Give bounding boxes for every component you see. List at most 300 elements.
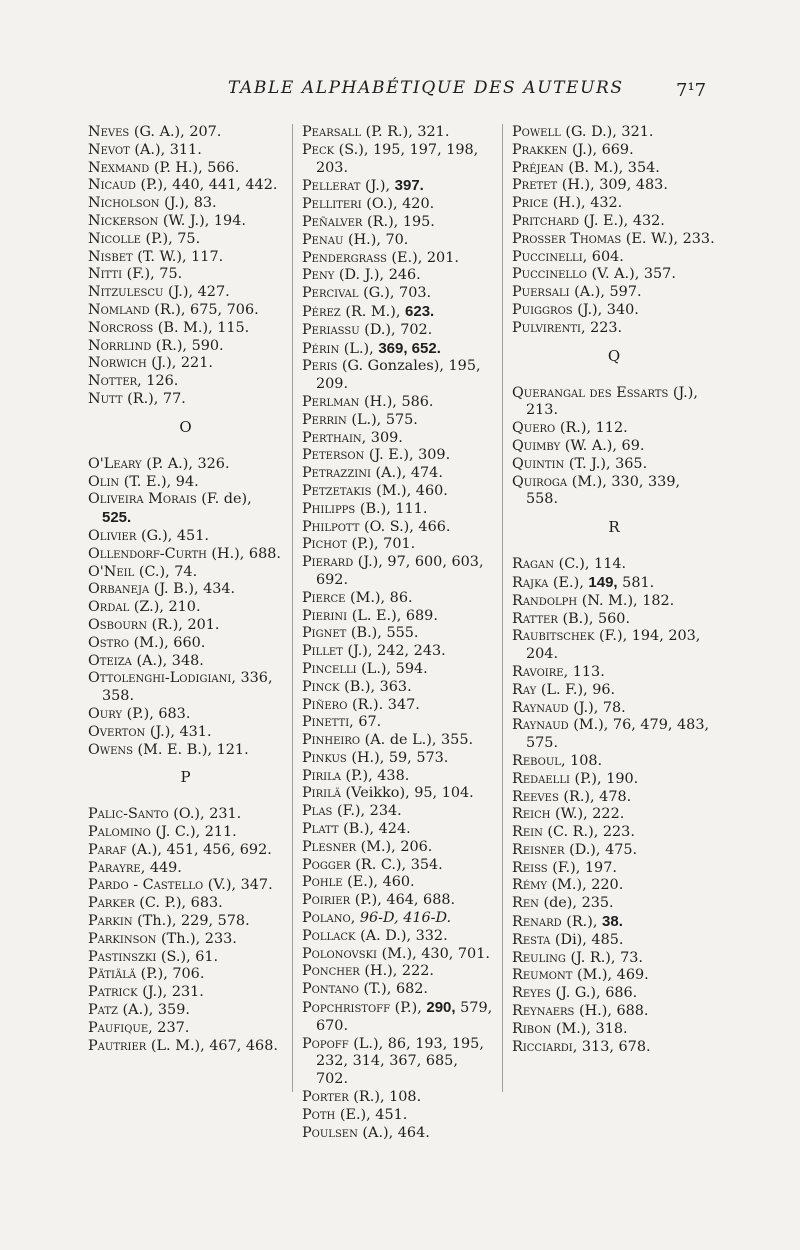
index-entry bbox=[512, 320, 716, 338]
index-column-2 bbox=[302, 124, 494, 1142]
index-entry bbox=[512, 682, 716, 700]
author-name: Pogger bbox=[302, 856, 351, 873]
entry-detail: (J. C.), 211. bbox=[150, 824, 237, 841]
author-name: Perrin bbox=[302, 411, 347, 428]
entry-detail: (P.), bbox=[390, 1000, 427, 1017]
italic-page-ref: 96-D, 416-D. bbox=[359, 910, 452, 927]
entry-detail: (J. E.), 309. bbox=[364, 447, 451, 464]
author-name: Overton bbox=[88, 723, 146, 740]
author-name: Pearsall bbox=[302, 124, 362, 140]
entry-detail: (D.), 702. bbox=[359, 321, 433, 338]
index-entry bbox=[302, 285, 494, 303]
index-entry bbox=[512, 611, 716, 629]
index-entry bbox=[512, 124, 716, 142]
author-name: Quiroga bbox=[512, 473, 568, 490]
entry-detail: (J.), 669. bbox=[567, 141, 634, 158]
entry-detail: (R.), 108. bbox=[348, 1089, 422, 1106]
entry-detail: (B.), 111. bbox=[355, 500, 428, 517]
author-name: Paufique bbox=[88, 1019, 149, 1036]
index-entry bbox=[302, 1036, 494, 1089]
entry-detail: (R.), 478. bbox=[558, 788, 632, 805]
entry-detail: , bbox=[350, 910, 360, 927]
index-entry bbox=[302, 142, 494, 178]
column-divider bbox=[292, 124, 293, 1092]
index-entry bbox=[302, 590, 494, 608]
entry-detail: (B.), 363. bbox=[339, 678, 412, 695]
index-entry bbox=[302, 928, 494, 946]
entry-detail: (P. A.), 326. bbox=[141, 455, 230, 472]
entry-detail: , 449. bbox=[140, 859, 182, 876]
entry-detail: (C.), 74. bbox=[134, 563, 198, 580]
author-name: Peny bbox=[302, 267, 335, 284]
author-name: Polonovski bbox=[302, 945, 377, 962]
index-entry bbox=[88, 824, 283, 842]
index-entry bbox=[88, 949, 283, 967]
index-entry bbox=[88, 806, 283, 824]
author-name: Pelliteri bbox=[302, 196, 362, 213]
entry-detail: (J.), 242, 243. bbox=[342, 643, 446, 660]
author-name: Popoff bbox=[302, 1035, 349, 1052]
author-name: Nitti bbox=[88, 266, 123, 283]
author-name: Pardo - Castello bbox=[88, 877, 204, 894]
author-name: Peterson bbox=[302, 447, 365, 464]
author-name: Redaelli bbox=[512, 770, 570, 787]
entry-detail: (J.), 78. bbox=[568, 699, 626, 716]
author-name: Norwich bbox=[88, 355, 147, 372]
entry-detail: (J.), 221. bbox=[146, 355, 213, 372]
author-name: Puccinello bbox=[512, 266, 587, 283]
entry-detail: (J. R.), 73. bbox=[565, 949, 643, 966]
author-name: Palic-Santo bbox=[88, 806, 169, 823]
index-entry bbox=[88, 984, 283, 1002]
entry-detail: (T. J.), 365. bbox=[564, 455, 648, 472]
author-name: Pinetti bbox=[302, 714, 350, 731]
author-name: Raubitschek bbox=[512, 628, 595, 645]
index-entry bbox=[512, 438, 716, 456]
author-name: Perlman bbox=[302, 393, 360, 410]
index-entry bbox=[302, 394, 494, 412]
author-name: Owens bbox=[88, 741, 133, 758]
index-entry bbox=[302, 785, 494, 803]
index-entry bbox=[88, 581, 283, 599]
index-entry bbox=[88, 249, 283, 267]
index-entry bbox=[512, 895, 716, 913]
author-name: O'Leary bbox=[88, 455, 142, 472]
author-name: Pierce bbox=[302, 589, 346, 606]
author-name: Penau bbox=[302, 231, 344, 248]
author-name: Pellerat bbox=[302, 178, 361, 195]
entry-detail: (R. C.), 354. bbox=[350, 856, 443, 873]
entry-detail: (H.), 222. bbox=[359, 963, 434, 980]
entry-detail: (J.), 97, 600, 603, 692. bbox=[316, 554, 484, 588]
entry-detail: , 309. bbox=[361, 429, 403, 446]
author-name: Rein bbox=[512, 824, 543, 841]
entry-detail: (R. M.), bbox=[340, 303, 406, 320]
index-entry bbox=[512, 593, 716, 611]
entry-detail: (A.), 359. bbox=[117, 1002, 190, 1019]
author-name: Pollack bbox=[302, 927, 356, 944]
index-entry bbox=[512, 717, 716, 753]
entry-detail: (F.), 194, 203, 204. bbox=[526, 628, 701, 663]
entry-detail: , 336, 358. bbox=[102, 670, 273, 705]
author-name: Oury bbox=[88, 705, 123, 722]
author-index bbox=[88, 124, 716, 1141]
author-name: Neves bbox=[88, 124, 130, 140]
author-name: Plesner bbox=[302, 838, 357, 855]
index-entry bbox=[302, 821, 494, 839]
index-entry bbox=[302, 1125, 494, 1143]
author-name: Ostro bbox=[88, 634, 130, 651]
entry-detail: (J.), 213. bbox=[526, 384, 698, 419]
entry-detail: (B.), 560. bbox=[557, 610, 631, 627]
author-name: Querangal des Essarts bbox=[512, 384, 669, 401]
entry-detail: (G.), 703. bbox=[358, 285, 432, 302]
entry-detail: , 113. bbox=[563, 663, 605, 680]
entry-detail: (P. R.), 321. bbox=[361, 124, 450, 140]
entry-detail: (R.), 77. bbox=[122, 390, 186, 407]
index-entry bbox=[88, 160, 283, 178]
author-name: Osbourn bbox=[88, 616, 148, 633]
entry-detail: (E.), 451. bbox=[335, 1106, 408, 1123]
entry-detail: (A.), 451, 456, 692. bbox=[126, 841, 272, 858]
entry-detail: (M. E. B.), 121. bbox=[132, 741, 249, 758]
entry-detail: (T. E.), 94. bbox=[119, 473, 199, 490]
bold-page-ref: 149, bbox=[588, 573, 618, 591]
entry-detail: (B. M.), 115. bbox=[153, 319, 250, 336]
author-name: Nevot bbox=[88, 141, 130, 158]
index-entry bbox=[302, 714, 494, 732]
index-entry bbox=[302, 303, 494, 322]
index-entry bbox=[512, 420, 716, 438]
index-entry bbox=[302, 1107, 494, 1125]
index-entry bbox=[512, 385, 716, 421]
entry-detail: (J.), bbox=[360, 178, 395, 195]
author-name: Reboul bbox=[512, 752, 561, 769]
index-entry bbox=[88, 1038, 283, 1056]
section-letter: O bbox=[179, 417, 192, 436]
entry-detail: (M.), 430, 701. bbox=[377, 945, 490, 962]
entry-detail: (H.), 309, 483. bbox=[557, 177, 668, 194]
column-divider bbox=[502, 124, 503, 1092]
author-name: Périn bbox=[302, 340, 340, 357]
index-entry bbox=[512, 806, 716, 824]
index-entry bbox=[302, 554, 494, 590]
index-entry bbox=[88, 670, 283, 706]
author-name: Poth bbox=[302, 1106, 336, 1123]
index-entry bbox=[302, 519, 494, 537]
index-entry bbox=[512, 474, 716, 510]
entry-detail: (A.), 474. bbox=[370, 465, 443, 482]
author-name: Reeves bbox=[512, 788, 559, 805]
entry-detail: (M.), 220. bbox=[546, 877, 624, 894]
index-entry bbox=[88, 373, 283, 391]
author-name: Nexmand bbox=[88, 159, 150, 176]
entry-detail: (V.), 347. bbox=[203, 877, 273, 894]
entry-detail: (F. de), bbox=[196, 491, 252, 508]
entry-detail: (P.), 706. bbox=[136, 966, 205, 983]
index-entry bbox=[512, 985, 716, 1003]
page-number: 7¹7 bbox=[676, 80, 707, 101]
section-letter: Q bbox=[607, 346, 621, 365]
author-name: Reumont bbox=[512, 967, 573, 984]
entry-detail: (T.), 682. bbox=[358, 981, 428, 998]
entry-detail: (P.), 440, 441, 442. bbox=[135, 177, 278, 194]
index-entry bbox=[512, 824, 716, 842]
author-name: Poncher bbox=[302, 963, 360, 980]
entry-detail: (de), 235. bbox=[538, 895, 614, 912]
author-name: Nicholson bbox=[88, 195, 160, 212]
author-name: Reich bbox=[512, 806, 551, 823]
entry-detail: (P.), 190. bbox=[569, 770, 639, 787]
index-column-3 bbox=[512, 124, 716, 1056]
index-entry bbox=[512, 842, 716, 860]
index-entry bbox=[302, 322, 494, 340]
author-name: Reynaers bbox=[512, 1003, 575, 1020]
index-entry bbox=[512, 574, 716, 593]
entry-detail: (H.), 688. bbox=[574, 1003, 649, 1020]
author-name: Poirier bbox=[302, 892, 351, 909]
index-entry bbox=[302, 697, 494, 715]
index-entry bbox=[512, 967, 716, 985]
author-name: Ricciardi bbox=[512, 1038, 573, 1055]
author-name: Pincelli bbox=[302, 660, 357, 677]
author-name: Nisbet bbox=[88, 248, 133, 265]
index-entry bbox=[512, 1021, 716, 1039]
page-header bbox=[0, 78, 800, 108]
author-name: Resta bbox=[512, 931, 551, 948]
index-entry bbox=[512, 249, 716, 267]
author-name: Pendergrass bbox=[302, 249, 387, 266]
index-entry bbox=[88, 195, 283, 213]
index-entry bbox=[88, 653, 283, 671]
index-entry bbox=[302, 232, 494, 250]
author-name: Quintin bbox=[512, 455, 565, 472]
entry-detail: (F.), 234. bbox=[332, 803, 402, 820]
entry-detail: , 223. bbox=[580, 319, 623, 336]
entry-detail: (D.), 475. bbox=[564, 841, 638, 858]
index-entry bbox=[512, 789, 716, 807]
index-entry bbox=[302, 963, 494, 981]
author-name: Peñalver bbox=[302, 213, 363, 230]
author-name: Prakken bbox=[512, 141, 568, 158]
index-entry bbox=[302, 358, 494, 394]
bold-page-ref: 397. bbox=[394, 177, 424, 195]
entry-detail: (M.), 86. bbox=[345, 589, 413, 606]
author-name: Prosser Thomas bbox=[512, 230, 622, 247]
author-name: Pulvirenti bbox=[512, 319, 581, 336]
entry-detail: (P.), 75. bbox=[140, 230, 201, 247]
bold-page-ref: 623. bbox=[405, 302, 435, 320]
index-entry bbox=[88, 931, 283, 949]
index-entry bbox=[88, 546, 283, 564]
entry-detail: (J.), 340. bbox=[572, 301, 639, 318]
author-name: Piñero bbox=[302, 696, 348, 713]
index-entry bbox=[512, 231, 716, 249]
entry-detail: (G.), 451. bbox=[136, 527, 209, 544]
index-entry bbox=[302, 196, 494, 214]
entry-detail: , 126. bbox=[137, 373, 179, 390]
index-entry bbox=[88, 1002, 283, 1020]
entry-detail: (J.), 231. bbox=[137, 984, 204, 1001]
entry-detail: (Di), 485. bbox=[550, 931, 624, 948]
entry-detail: (F.), 75. bbox=[122, 266, 183, 283]
author-name: Nickerson bbox=[88, 212, 159, 229]
index-entry bbox=[88, 213, 283, 231]
entry-detail: (Veikko), 95, 104. bbox=[340, 785, 474, 802]
index-entry bbox=[88, 338, 283, 356]
entry-detail: (B.), 424. bbox=[338, 821, 411, 838]
index-entry bbox=[512, 771, 716, 789]
entry-detail: , 67. bbox=[349, 714, 382, 731]
entry-detail: (W. A.), 69. bbox=[560, 437, 645, 454]
index-entry bbox=[302, 839, 494, 857]
entry-detail: (L.), 86, 193, 195, 232, 314, 367, 685, 702. bbox=[316, 1035, 484, 1088]
index-entry bbox=[88, 966, 283, 984]
index-entry bbox=[302, 412, 494, 430]
entry-detail: (A.), 464. bbox=[357, 1124, 430, 1141]
entry-detail: (S.), 195, 197, 198, 203. bbox=[316, 141, 479, 176]
entry-detail: (M.), 469. bbox=[572, 967, 649, 984]
entry-detail: (E.), 460. bbox=[342, 874, 415, 891]
author-name: Pontano bbox=[302, 981, 359, 998]
entry-detail: (R.), 675, 706. bbox=[149, 301, 259, 318]
author-name: Pirilä bbox=[302, 785, 341, 802]
author-name: Patz bbox=[88, 1002, 118, 1019]
index-entry bbox=[88, 320, 283, 338]
index-entry bbox=[88, 1020, 283, 1038]
author-name: Price bbox=[512, 195, 549, 212]
index-entry bbox=[88, 913, 283, 931]
entry-detail: (C. P.), 683. bbox=[134, 895, 223, 912]
index-entry bbox=[88, 564, 283, 582]
author-name: Nomland bbox=[88, 301, 150, 318]
entry-detail: (W. J.), 194. bbox=[158, 212, 246, 229]
index-entry bbox=[88, 724, 283, 742]
index-entry bbox=[512, 556, 716, 574]
index-entry bbox=[302, 447, 494, 465]
author-name: Reisner bbox=[512, 841, 565, 858]
author-name: Raynaud bbox=[512, 699, 569, 716]
entry-detail: (A.), 597. bbox=[569, 284, 642, 301]
index-entry bbox=[88, 391, 283, 409]
author-name: Ray bbox=[512, 681, 537, 698]
index-entry bbox=[512, 700, 716, 718]
bold-page-ref: 38. bbox=[602, 913, 623, 931]
author-name: Popchristoff bbox=[302, 1000, 391, 1017]
index-entry bbox=[302, 803, 494, 821]
author-name: Parayre bbox=[88, 859, 141, 876]
author-name: Plas bbox=[302, 803, 333, 820]
entry-detail: (M.), 318. bbox=[551, 1020, 628, 1037]
section-letter: R bbox=[608, 518, 620, 537]
index-entry bbox=[302, 1089, 494, 1107]
entry-detail: (T. W.), 117. bbox=[132, 248, 224, 265]
index-entry bbox=[302, 857, 494, 875]
author-name: Quimby bbox=[512, 437, 561, 454]
author-name: Norcross bbox=[88, 319, 154, 336]
index-entry bbox=[512, 860, 716, 878]
entry-detail: (E. W.), 233. bbox=[621, 230, 715, 247]
index-entry bbox=[512, 195, 716, 213]
author-name: Ratter bbox=[512, 610, 558, 627]
index-entry bbox=[512, 913, 716, 932]
author-name: Pillet bbox=[302, 643, 343, 660]
entry-detail-cont: 579, 670. bbox=[316, 1000, 493, 1034]
index-entry bbox=[88, 599, 283, 617]
entry-detail: (R.). 347. bbox=[347, 696, 420, 713]
entry-detail: (Th.), 233. bbox=[156, 930, 237, 947]
index-entry bbox=[302, 608, 494, 626]
entry-detail: (E.), bbox=[548, 574, 589, 591]
author-name: Ribon bbox=[512, 1020, 552, 1037]
index-entry bbox=[512, 664, 716, 682]
entry-detail: (A.), 311. bbox=[129, 141, 202, 158]
entry-detail: (A. de L.), 355. bbox=[360, 732, 474, 749]
index-entry bbox=[302, 250, 494, 268]
author-name: Ordal bbox=[88, 599, 130, 616]
author-name: Ollendorf-Curth bbox=[88, 545, 207, 562]
author-name: Percival bbox=[302, 285, 359, 302]
entry-detail: (L. F.), 96. bbox=[536, 681, 616, 698]
index-entry bbox=[302, 267, 494, 285]
index-entry bbox=[302, 892, 494, 910]
entry-detail: , 237. bbox=[148, 1019, 190, 1036]
entry-detail: (J.), 427. bbox=[163, 284, 230, 301]
index-entry bbox=[302, 999, 494, 1036]
author-name: Nitzulescu bbox=[88, 284, 164, 301]
entry-detail-cont: 581. bbox=[617, 574, 655, 591]
index-entry bbox=[88, 474, 283, 492]
index-entry bbox=[88, 877, 283, 895]
author-name: Parkin bbox=[88, 913, 133, 930]
author-name: Pinkus bbox=[302, 749, 347, 766]
entry-detail: , 604. bbox=[582, 248, 624, 265]
author-name: Periassu bbox=[302, 321, 360, 338]
author-name: Pautrier bbox=[88, 1037, 147, 1054]
entry-detail: (D. J.), 246. bbox=[334, 267, 421, 284]
index-entry bbox=[302, 214, 494, 232]
entry-detail: (P.), 438. bbox=[340, 767, 410, 784]
entry-detail: (G. Gonzales), 195, 209. bbox=[316, 358, 481, 393]
entry-detail: (P.), 464, 688. bbox=[350, 892, 456, 909]
author-name: Pritchard bbox=[512, 212, 579, 229]
index-entry bbox=[88, 895, 283, 913]
author-name: Perthain bbox=[302, 429, 362, 446]
index-entry bbox=[88, 266, 283, 284]
author-name: Olin bbox=[88, 473, 120, 490]
author-name: Pierard bbox=[302, 554, 354, 571]
author-name: Nicolle bbox=[88, 230, 141, 247]
index-entry bbox=[512, 284, 716, 302]
index-entry bbox=[512, 142, 716, 160]
entry-detail: (L. E.), 689. bbox=[347, 607, 438, 624]
author-name: Porter bbox=[302, 1089, 349, 1106]
author-name: Petzetakis bbox=[302, 482, 372, 499]
entry-detail: (P. H.), 566. bbox=[149, 159, 240, 176]
author-name: Rémy bbox=[512, 877, 547, 894]
entry-detail: (J.), 431. bbox=[145, 723, 212, 740]
entry-detail: (C. R.), 223. bbox=[542, 824, 635, 841]
author-name: Randolph bbox=[512, 592, 578, 609]
entry-detail: (L. M.), 467, 468. bbox=[146, 1037, 278, 1054]
entry-detail: (J. B.), 434. bbox=[149, 581, 236, 598]
author-name: Ragan bbox=[512, 556, 555, 573]
running-title: TABLE ALPHABÉTIQUE DES AUTEURS bbox=[228, 78, 624, 98]
author-name: Puccinelli bbox=[512, 248, 583, 265]
entry-detail: (G. A.), 207. bbox=[129, 124, 222, 140]
index-entry bbox=[302, 340, 494, 359]
index-entry bbox=[302, 679, 494, 697]
